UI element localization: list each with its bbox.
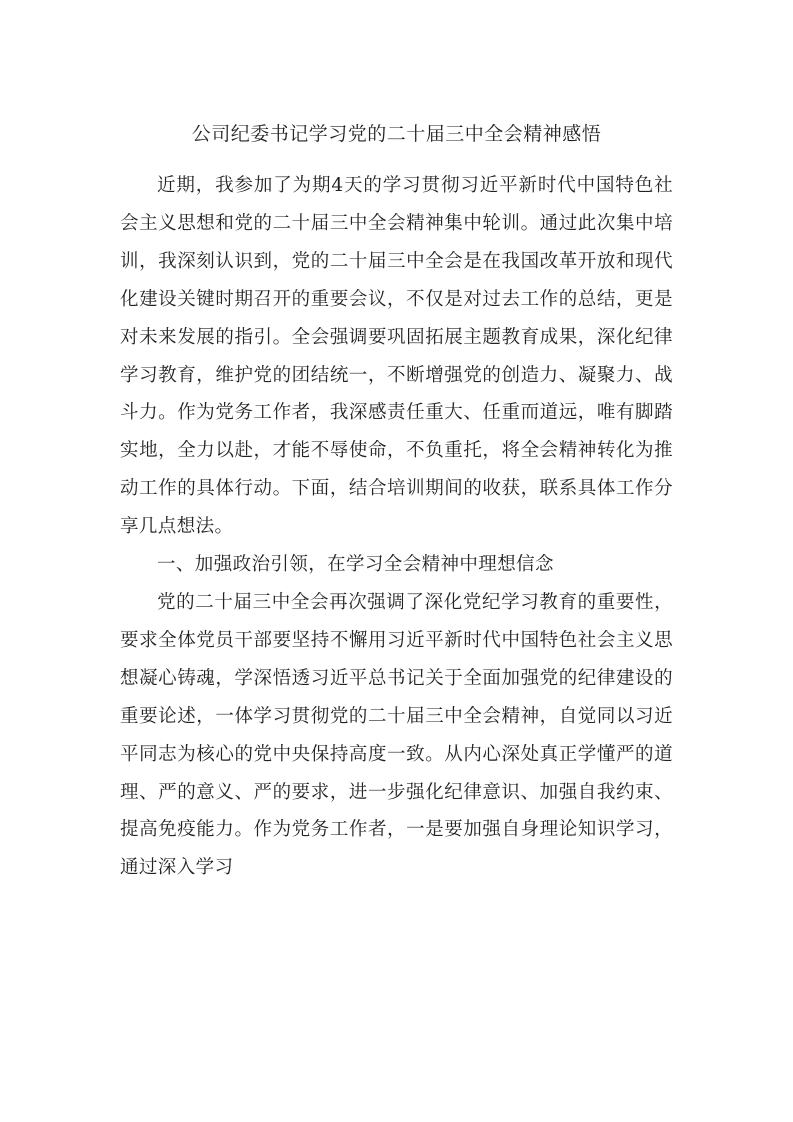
intro-paragraph: 近期，我参加了为期4天的学习贯彻习近平新时代中国特色社会主义思想和党的二十届三中全会精神集中轮训。通过此次集中培训，我深刻认识到，党的二十届三中全会是在我国改革开放和现代化建设关键时期召开的重要会议，不仅是对过去工作的总结，更是对未来发展的指引。全会强调要巩固拓展主题教育成果，深化纪律学习教育，维护党的团结统一，不断增强党的创造力、凝聚力、战斗力。作为党务工作者，我深感责任重大、任重而道远，唯有脚踏实地，全力以赴，才能不辱使命，不负重托，将全会精神转化为推动工作的具体行动。下面，结合培训期间的收获，联系具体工作分享几点想法。 (120, 175, 673, 538)
document-body (120, 114, 673, 887)
document-title: 公司纪委书记学习党的二十届三中全会精神感悟 (191, 123, 602, 145)
section-paragraph: 党的二十届三中全会再次强调了深化党纪学习教育的重要性，要求全体党员干部要坚持不懈用习近平新时代中国特色社会主义思想凝心铸魂，学深悟透习近平总书记关于全面加强党的纪律建设的重要论述，一体学习贯彻党的二十届三中全会精神，自觉同以习近平同志为核心的党中央保持高度一致。从内心深处真正学懂严的道理、严的意义、严的要求，进一步强化纪律意识、加强自我约束、提高免疫能力。作为党务工作者，一是要加强自身理论知识学习，通过深入学习 (120, 591, 673, 879)
section-heading: 一、加强政治引领，在学习全会精神中理想信念 (157, 554, 554, 576)
